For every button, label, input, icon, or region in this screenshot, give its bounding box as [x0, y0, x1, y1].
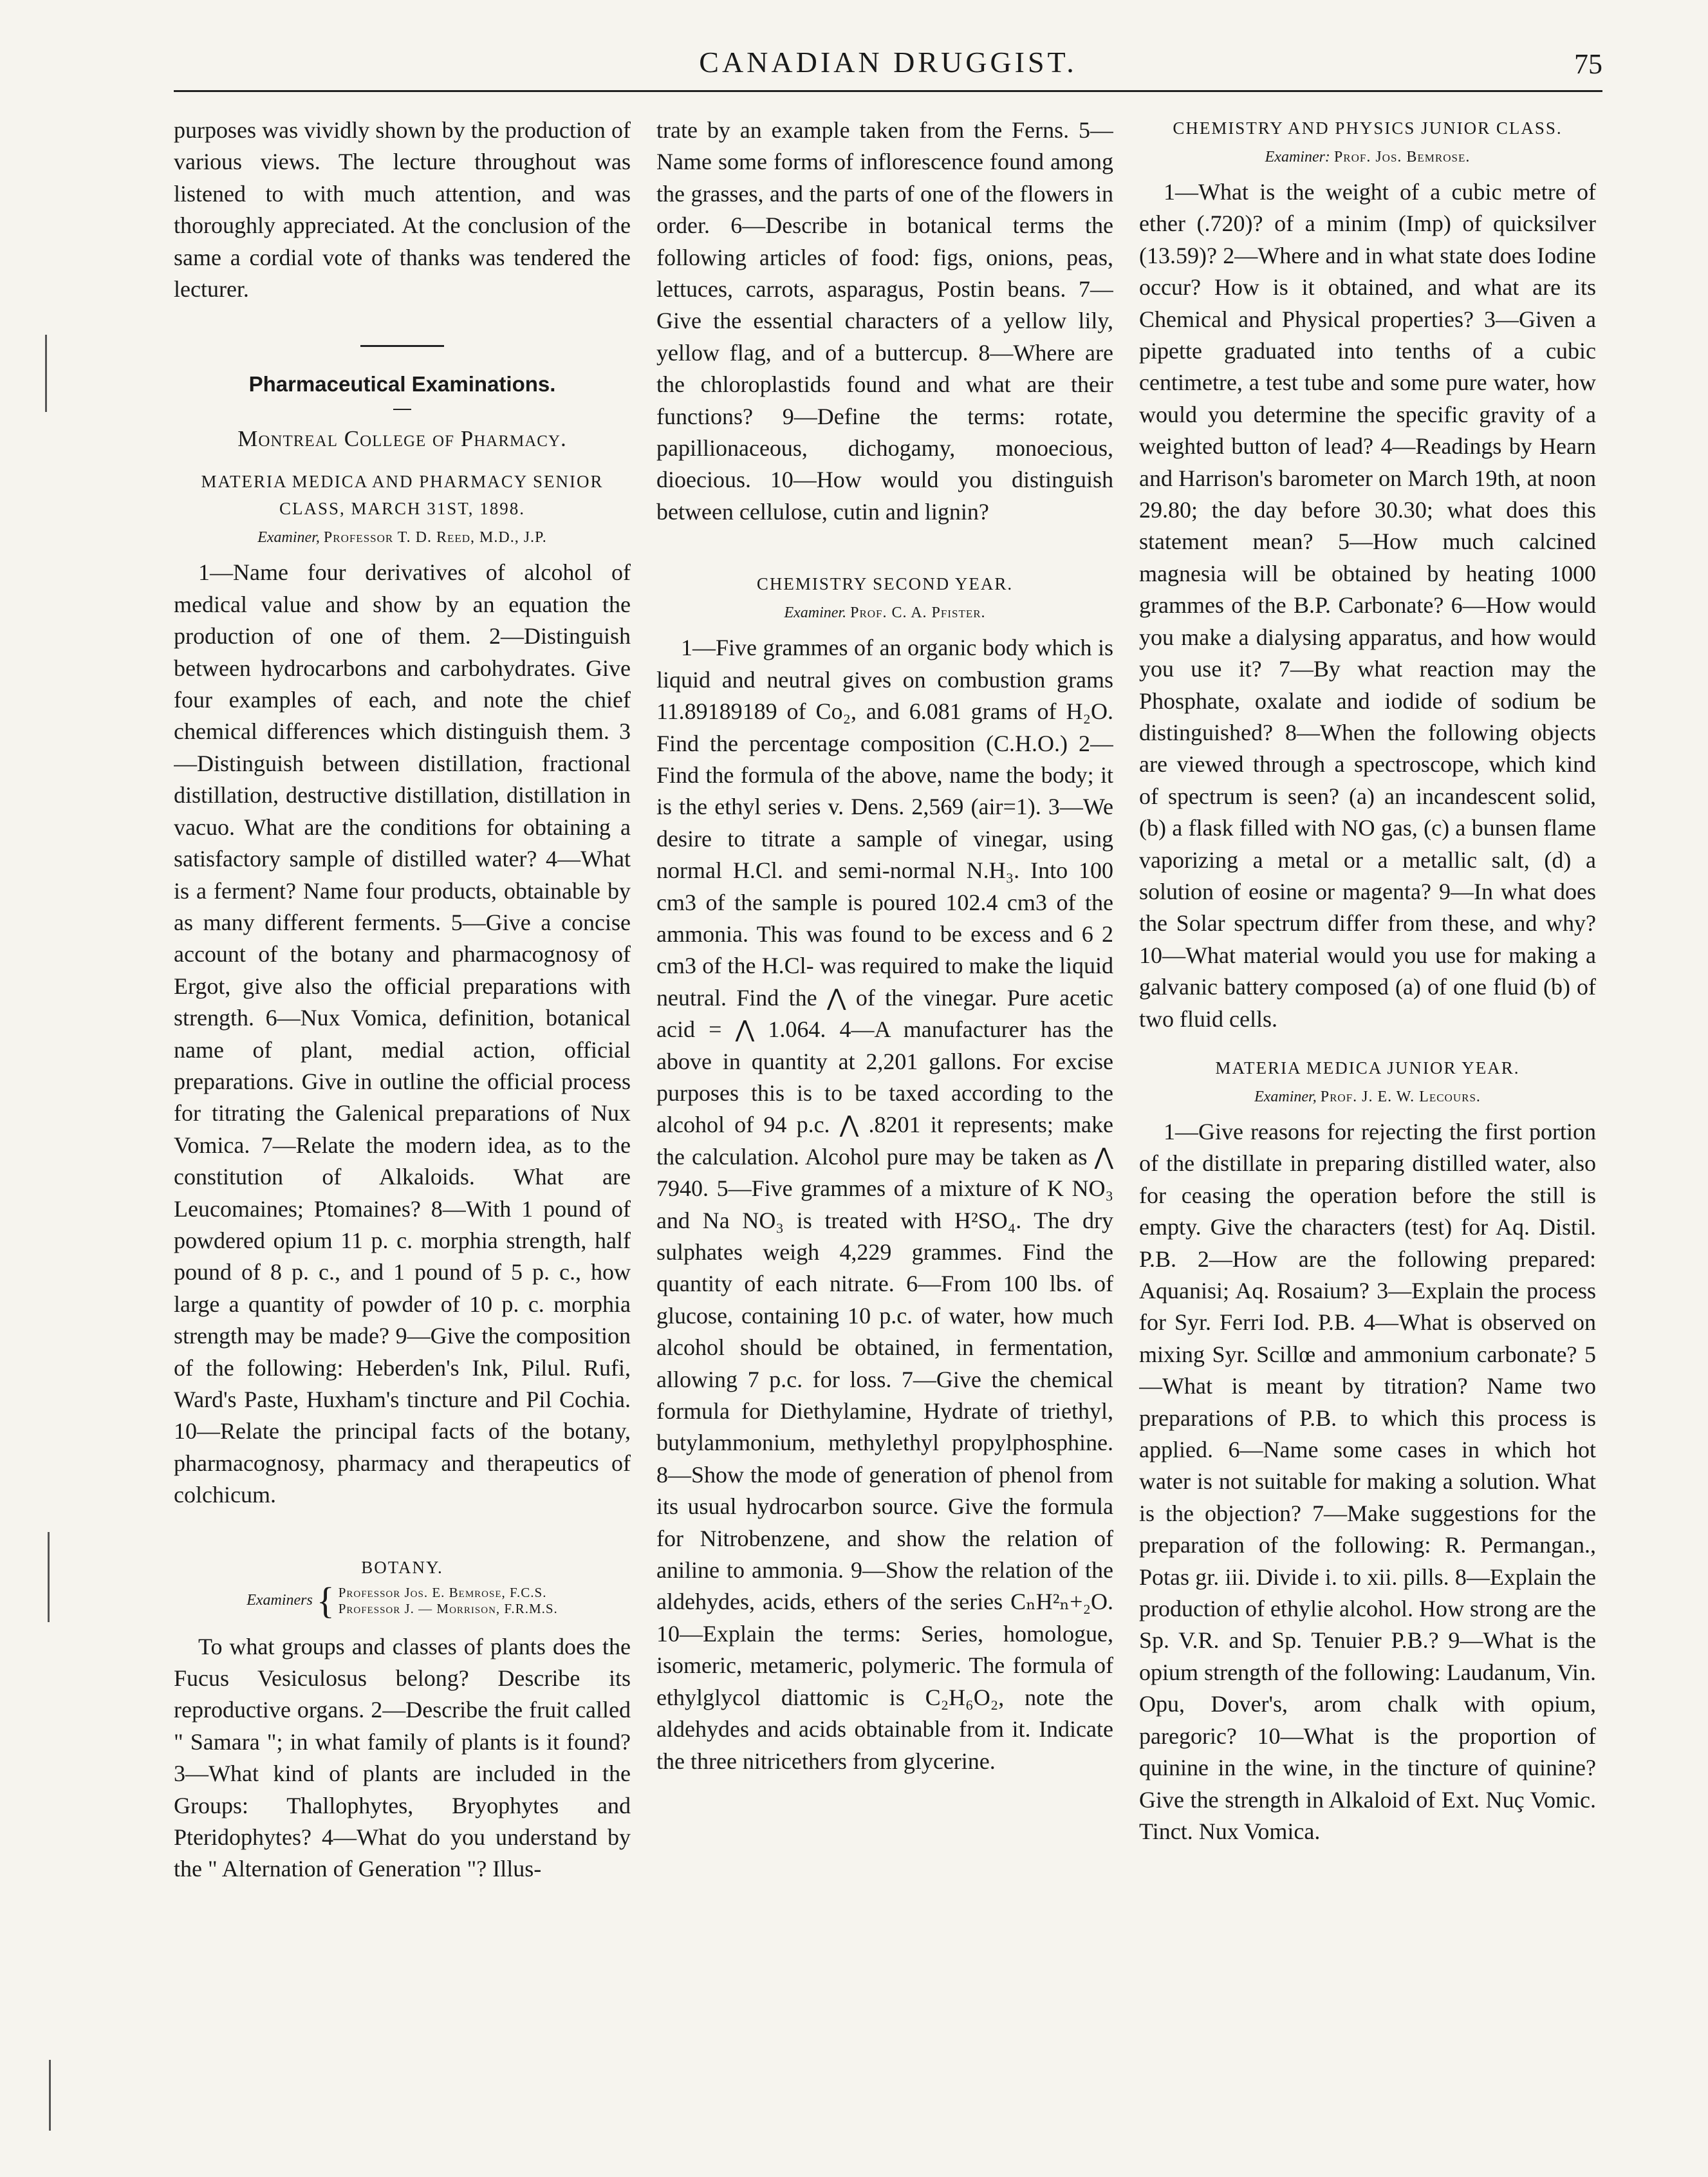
- examiner-label: Examiner.: [784, 604, 847, 622]
- examiner-name: Prof. C. A. Pfister.: [850, 604, 986, 622]
- chemistry-second-year-examiner: [656, 601, 1113, 624]
- column-2: [656, 115, 1113, 2142]
- section-divider: [360, 345, 444, 347]
- chemistry-physics-junior-heading: CHEMISTRY AND PHYSICS JUNIOR CLASS.: [1173, 118, 1563, 138]
- botany-heading: BOTANY.: [361, 1557, 443, 1577]
- brace-glyph: {: [316, 1579, 335, 1621]
- materia-medica-senior-heading: MATERIA MEDICA AND PHARMACY SENIOR CLASS, MARCH 31ST, 1898.: [201, 472, 604, 519]
- column-3: [1139, 115, 1596, 2142]
- botany-questions: To what groups and classes of plants does the Fucus Vesiculosus belong? Describe its reproductive organs. 2—Describe the fruit called " Samara "; in what family of plants is it found? 3—What kind of plants are included in the Groups: Thallophytes, Bryophytes and Pteridophytes? 4—What do you understand by the " Alternation of Generation "? Illus-: [174, 1633, 631, 1882]
- section-title: Pharmaceutical Examinations.: [248, 372, 556, 397]
- lecture-closing-paragraph: purposes was vividly shown by the production of various views. The lecture throughout was listened to with much attention, and was thoroughly appreciated. At the conclusion of the same a cordial vote of thanks was tendered the lecturer.: [174, 117, 631, 303]
- botany-examiner-2: Professor J. — Morrison, F.R.M.S.: [338, 1600, 558, 1616]
- materia-medica-senior-questions: 1—Name four derivatives of alcohol of medical value and show by an equation the production of one of them. 2—Distinguish between hydrocarbons and carbohydrates. Give four examples of each, and note the chief chemical differences which distinguish them. 3—Distinguish between distillation, fractional distillation, destructive distillation, distillation in vacuo. What are the conditions for obtaining a satisfactory sample of distilled water? 4—What is a ferment? Name four products, obtainable by as many different ferments. 5—Give a concise account of the botany and pharmacognosy of Ergot, give also the official preparations with strength. 6—Nux Vomica, definition, botanical name of plant, medial action, official preparations. Give in outline the official process for titrating the Galenical preparations of Nux Vomica. 7—Relate the modern idea, as to the constitution of Alkaloids. What are Leucomaines; Ptomaines? 8—With 1 pound of powdered opium 11 p. c. morphia strength, half pound of 8 p. c., and 1 pound of 5 p. c., how large a quantity of powder of 10 p. c. morphia strength may be made? 9—Give the composition of the following: Heberden's Ink, Pilul. Rufi, Ward's Paste, Huxham's tincture and Pil Cochia. 10—Relate the principal facts of the botany, pharmacognosy, pharmacy and therapeutics of colchicum.: [174, 559, 631, 1508]
- examiners-label: Examiners: [246, 1592, 313, 1609]
- examiner-name: Professor T. D. Reed, M.D., J.P.: [323, 529, 547, 547]
- examiner-label: Examiner,: [1254, 1088, 1317, 1105]
- college-name: Montreal College of Pharmacy.: [237, 426, 567, 452]
- botany-examiners: [174, 1579, 631, 1621]
- publication-title: CANADIAN DRUGGIST.: [699, 46, 1077, 79]
- page-number: 75: [1574, 48, 1602, 80]
- examiner-name: Prof. Jos. Bemrose.: [1333, 149, 1471, 165]
- examiner-names: [339, 1585, 558, 1617]
- materia-medica-senior-examiner: [174, 526, 631, 549]
- scan-margin-mark: [45, 335, 47, 412]
- chemistry-physics-junior-examiner: [1139, 145, 1596, 169]
- materia-medica-junior-heading: MATERIA MEDICA JUNIOR YEAR.: [1215, 1058, 1520, 1078]
- materia-medica-junior-examiner: [1139, 1085, 1596, 1108]
- examiner-name: Prof. J. E. W. Lecours.: [1320, 1088, 1481, 1105]
- examiner-label: Examiner,: [257, 529, 320, 547]
- title-dash: [393, 409, 411, 410]
- scan-margin-mark: [49, 2060, 51, 2131]
- botany-examiner-1: Professor Jos. E. Bemrose, F.C.S.: [338, 1584, 547, 1600]
- page-header: [174, 45, 1602, 92]
- chemistry-second-year-heading: CHEMISTRY SECOND YEAR.: [756, 574, 1014, 594]
- botany-questions-continued: trate by an example taken from the Ferns. 5—Name some forms of inflorescence found among the grasses, and the parts of one of the flowers in order. 6—Describe in botanical terms the following articles of food: figs, onions, peas, lettuces, carrots, asparagus, Postin beans. 7—Give the essential characters of a yellow lily, yellow flag, and of a buttercup. 8—Where are the chloroplastids found and what are their functions? 9—Define the terms: rotate, papillionaceous, dichogamy, monoecious, dioecious. 10—How would you distinguish between cellulose, cutin and lignin?: [656, 117, 1113, 525]
- chemistry-second-year-questions: 1—Five grammes of an organic body which is liquid and neutral gives on combustion grams 11.89189189 of Co₂, and 6.081 grams of H₂O. Find the percentage composition (C.H.O.) 2—Find the formula of the above, name the body; it is the ethyl series v. Dens. 2,569 (air=1). 3—We desire to titrate a sample of vinegar, using normal H.Cl. and semi-normal N.H₃. Into 100 cm3 of the sample is poured 102.4 cm3 of the ammonia. This was found to be excess and 6 2 cm3 of the H.Cl- was required to make the liquid neutral. Find the ⋀ of the vinegar. Pure acetic acid = ⋀ 1.064. 4—A manufacturer has the above in quantity at 2,201 gallons. For excise purposes this is to be taxed according to the alcohol of 94 p.c. ⋀ .8201 it represents; make the calculation. Alcohol pure may be taken as ⋀ 7940. 5—Five grammes of a mixture of K NO₃ and Na NO₃ is treated with H²SO₄. The dry sulphates weigh 4,229 grammes. Find the quantity of each nitrate. 6—From 100 lbs. of glucose, containing 10 p.c. of water, how much alcohol should be obtained, in fermentation, allowing 7 p.c. for loss. 7—Give the chemical formula for Diethylamine, Hydrate of triethyl, butylammonium, methylethyl propylphosphine. 8—Show the mode of generation of phenol from its usual hydrocarbon source. Give the formula for Nitrobenzene, and show the relation of aniline to ammonia. 9—Show the relation of the aldehydes, acids, ethers of the series CₙH²ₙ+₂O. 10—Explain the terms: Series, homologue, isomeric, metameric, polymeric. The formula of ethylglycol diattomic is C₂H₆O₂, note the aldehydes and acids obtainable from it. Indicate the three nitricethers from glycerine.: [656, 635, 1113, 1774]
- chemistry-physics-junior-questions: 1—What is the weight of a cubic metre of ether (.720)? of a minim (Imp) of quicksilver (13.59)? 2—Where and in what state does Iodine occur? How is it obtained, and what are its Chemical and Physical properties? 3—Given a pipette graduated into tenths of a cubic centimetre, a test tube and some pure water, how would you determine the specific gravity of a weighted button of lead? 4—Readings by Hearn and Harrison's barometer on March 19th, at noon 29.80; the day before 30.30; what does this statement mean? 5—How much calcined magnesia will be obtained by heating 1000 grammes of the B.P. Carbonate? 6—How would you make a dialysing apparatus, and how would you use it? 7—By what reaction may the Phosphate, oxalate and iodide of sodium be distinguished? 8—When the following objects are viewed through a spectroscope, which kind of spectrum is seen? (a) an incandescent solid, (b) a flask filled with NO gas, (c) a bunsen flame vaporizing a metal or a metallic salt, (d) a solution of eosine or magenta? 9—In what does the Solar spectrum differ from these, and why? 10—What material would you use for making a galvanic battery composed (a) of one fluid (b) of two fluid cells.: [1139, 179, 1596, 1032]
- column-1: [174, 115, 631, 2142]
- examiner-label: Examiner:: [1265, 149, 1330, 165]
- scan-margin-mark: [48, 1532, 50, 1622]
- materia-medica-junior-questions: 1—Give reasons for rejecting the first portion of the distillate in preparing distilled water, also for ceasing the operation before the still is empty. Give the characters (test) for Aq. Distil. P.B. 2—How are the following prepared: Aquanisi; Aq. Rosaium? 3—Explain the process for Syr. Ferri Iod. P.B. 4—What is observed on mixing Syr. Scillœ and ammonium carbonate? 5—What is meant by titration? Name two preparations of P.B. to which this process is applied. 6—Name some cases in which hot water is not suitable for making a solution. What is the objection? 7—Make suggestions for the preparation of the following: R. Permangan., Potas gr. iii. Divide i. to xii. pills. 8—Explain the production of ethylie alcohol. How strong are the Sp. V.R. and Sp. Tenuier P.B.? 9—What is the opium strength of the following: Laudanum, Vin. Opu, Dover's, arom chalk with opium, paregoric? 10—What is the proportion of quinine in the wine, in the tincture of quinine? Give the strength in Alkaloid of Ext. Nuç Vomic. Tinct. Nux Vomica.: [1139, 1118, 1596, 1844]
